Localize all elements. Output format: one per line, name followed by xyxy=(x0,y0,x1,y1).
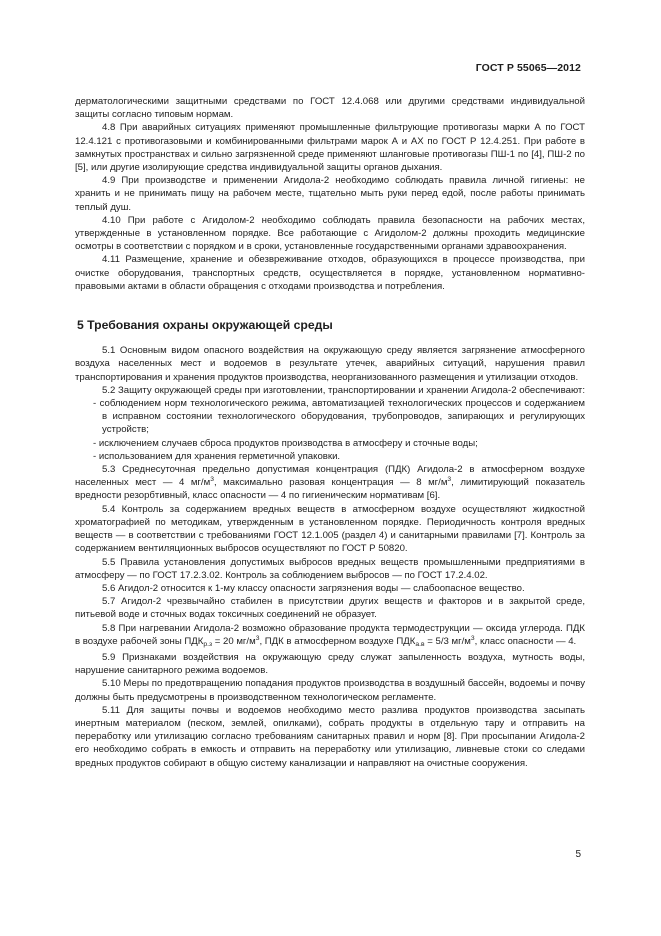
paragraph-5-8: 5.8 При нагревании Агидола-2 возможно образование продукта термодеструкции — оксида углерода. ПДК в воздухе рабочей зоны $ПДК_{р.з} = 20$ $мг/м^3$, ПДК в атмосферном воздухе $ПДК_{а.в} = 5/3$ $мг/м^3$, класс опасности — 4. xyxy=(75,622,585,648)
paragraph-5-1: 5.1 Основным видом опасного воздействия на окружающую среду является загрязнение атмосферного воздуха населенных мест и водоемов в результате утечек, аварийных ситуаций, нарушения правил транспортирования и хранения продуктов производства, неорганизованного размещения и утилизации отходов. xyxy=(75,345,585,383)
page-number: 5 xyxy=(575,849,581,860)
intro-fragment: дерматологическими защитными средствами по ГОСТ 12.4.068 или другими средствами индивидуальной защиты согласно типовым нормам. xyxy=(75,96,585,121)
paragraph-5-9: 5.9 Признаками воздействия на окружающую среду служат запыленность воздуха, мутность воды, нарушение санитарного режима водоемов. xyxy=(75,651,585,677)
paragraph-4-8: 4.8 При аварийных ситуациях применяют промышленные фильтрующие противогазы марки А по ГОСТ 12.4.121 с противогазовыми и комбинированными фильтрами марок А и АХ по ГОСТ Р 12.4.251. При работе в замкнутых пространствах и сильно загрязненной среде применяют шланговые противогазы ПШ-1 по [4], ПШ-2 по [5], или другие изолирующие средства индивидуальной защиты органов дыхания. xyxy=(75,122,585,174)
paragraph-4-9: 4.9 При производстве и применении Агидола-2 необходимо соблюдать правила личной гигиены: не хранить и не принимать пищу на рабочем месте, тщательно мыть руки перед едой, после работы принимать теплый душ. xyxy=(75,175,585,213)
list-item: - использованием для хранения герметичной упаковки. xyxy=(75,450,585,463)
paragraph-4-11: 4.11 Размещение, хранение и обезвреживание отходов, образующихся в процессе производства, при очистке оборудования, транспортных средств, осуществляется в порядке, установленном нормативно-правовыми актами в области обращения с отходами производства и потребления. xyxy=(75,254,585,292)
paragraph-5-10: 5.10 Меры по предотвращению попадания продуктов производства в воздушный бассейн, водоемы и почву должны быть предусмотрены в производственном технологическом регламенте. xyxy=(75,678,585,703)
paragraph-5-7: 5.7 Агидол-2 чрезвычайно стабилен в присутствии других веществ и факторов и в закрытой среде, питьевой воде и сточных водах токсичных соединений не образует. xyxy=(75,596,585,621)
document-header: ГОСТ Р 55065—2012 xyxy=(475,62,581,74)
list-item: - соблюдением норм технологического режима, автоматизацией технологических процессов и содержанием в исправном состоянии технологического оборудования, трубопроводов, запирающих и регулирующих устройств; xyxy=(75,397,585,437)
paragraph-5-6: 5.6 Агидол-2 относится к 1-му классу опасности загрязнения воды — слабоопасное вещество. xyxy=(102,582,525,594)
paragraph-5-5: 5.5 Правила установления допустимых выбросов вредных веществ промышленными предприятиями в атмосферу — по ГОСТ 17.2.3.02. Контроль за соблюдением выбросов — по ГОСТ 17.2.4.02. xyxy=(75,556,585,581)
paragraph-5-4: 5.4 Контроль за содержанием вредных веществ в атмосферном воздухе осуществляют жидкостной хроматографией по методикам, утвержденным в установленном порядке. Периодичность контроля вредных веществ — в соответствии с требованиями ГОСТ 12.1.005 (раздел 4) и санитарными правилами [7]. Контроль за содержанием вентиляционных выбросов осуществляют по ГОСТ Р 50820. xyxy=(75,503,585,555)
page-content xyxy=(75,95,585,770)
section-5-title: 5 Требования охраны окружающей среды xyxy=(77,318,333,333)
paragraph-5-2: 5.2 Защиту окружающей среды при изготовлении, транспортировании и хранении Агидола-2 обеспечивают: xyxy=(102,384,585,396)
list-item: - исключением случаев сброса продуктов производства в атмосферу и сточные воды; xyxy=(75,437,585,450)
paragraph-4-10: 4.10 При работе с Агидолом-2 необходимо соблюдать правила безопасности на рабочих местах, утвержденные в установленном порядке. Все работающие с Агидолом-2 должны проходить медицинские осмотры в соответствии с порядком и в сроки, установленные государственными органами здравоохранения. xyxy=(75,214,585,253)
paragraph-5-11: 5.11 Для защиты почвы и водоемов необходимо место разлива продуктов производства засыпать инертным материалом (песком, землей, опилками), собрать продукты в отдельную тару и отправить на переработку или утилизацию согласно требованиям санитарных правил и норм [8]. При просыпании Агидола-2 его необходимо собрать в емкость и отправить на переработку или утилизацию, ливневые стоки со следами вредных продуктов собирают в общую систему канализации и направляют на очистные сооружения. xyxy=(75,704,585,769)
paragraph-5-3: 5.3 Среднесуточная предельно допустимая концентрация (ПДК) Агидола-2 в атмосферном воздухе населенных мест — 4 $мг/м^3$, максимально разовая концентрация — 8 $мг/м^3$, лимитирующий показатель вредности резорбтивный, класс опасности — 4 по гигиеническим нормативам [6]. xyxy=(75,464,585,502)
